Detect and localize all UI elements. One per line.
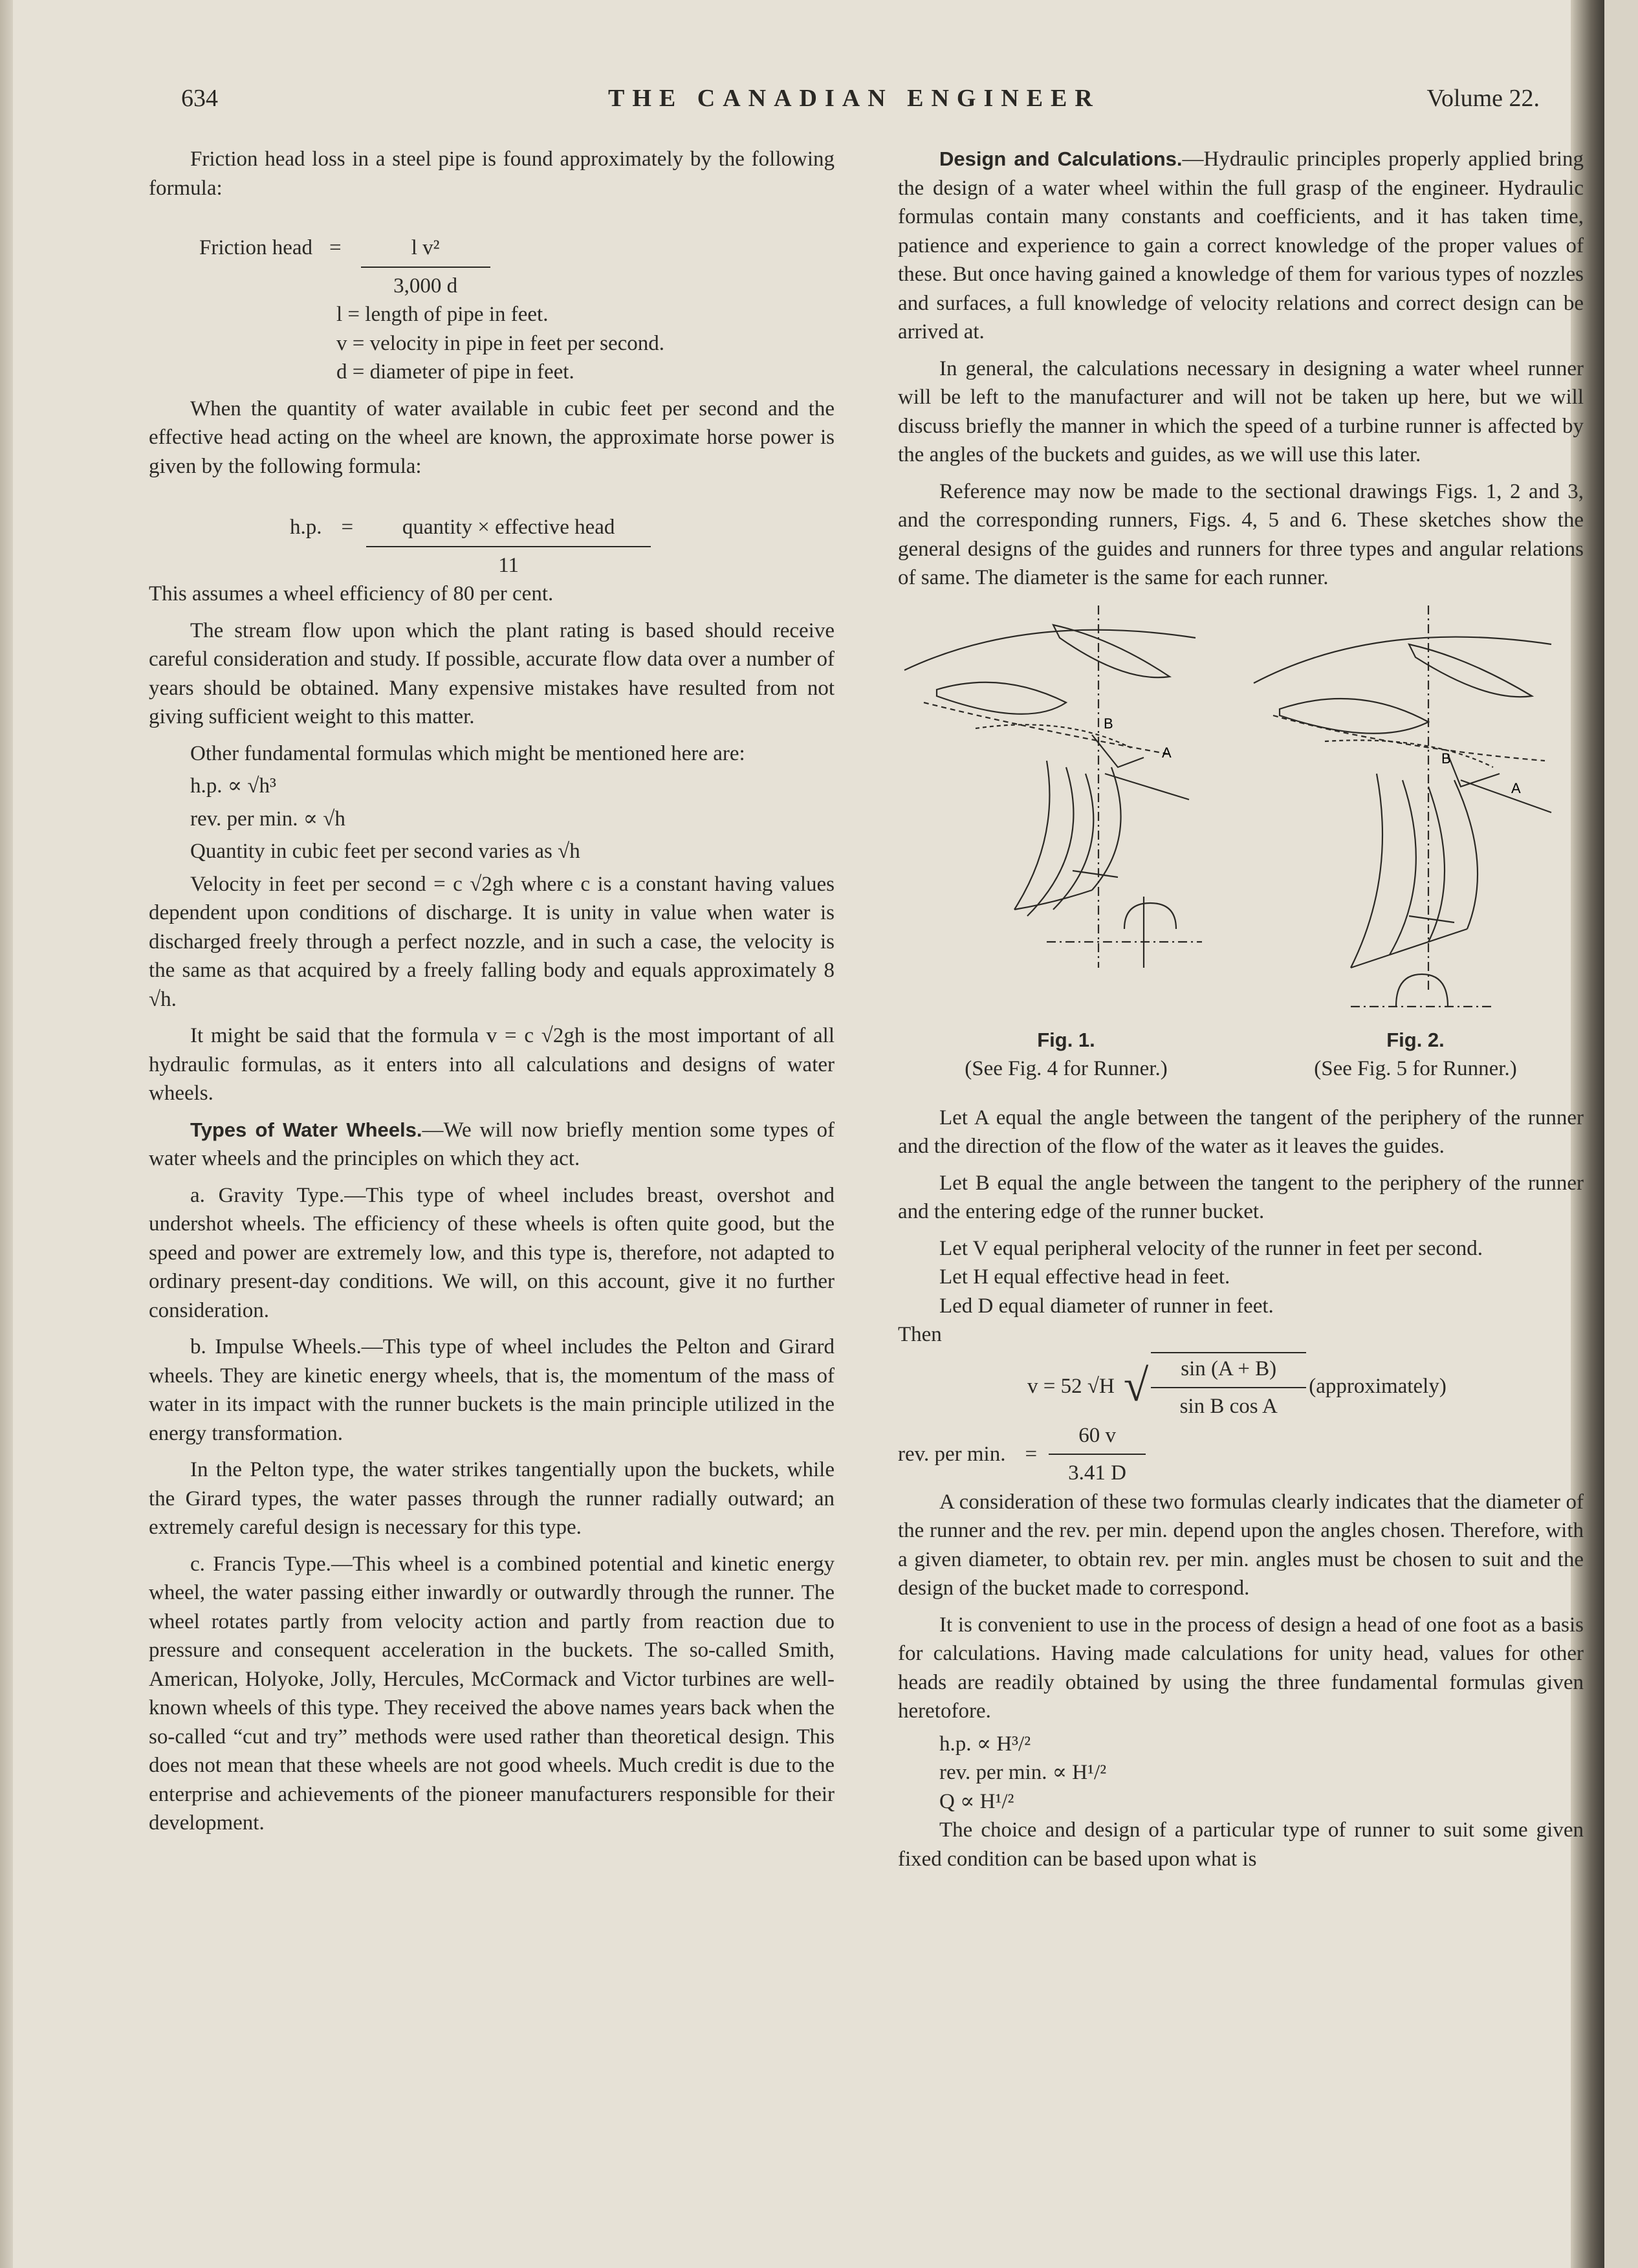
paragraph: c. Francis Type.—This wheel is a combined potential and kinetic energy wheel, the water passing either inwardly or outwardly through the runner. The wheel rotates partly from velocity action and partly from reaction due to pressure and consequent acceleration in the buckets. The so-called Smith, American, Holyoke, Jolly, Hercules, McCormack and Victor turbines are well-known wheels of this type. They received the above names years back when the so-called “cut and try” methods were used rather than theoretical design. This does not mean that these wheels are not good wheels. Much credit is due to the enterprise and achievements of the pioneer manufacturers responsible for their development. <box>149 1552 835 1835</box>
formula-equals: = <box>329 236 342 259</box>
paragraph: When the quantity of water available in cubic feet per second and the effective head acting on the wheel are known, the approximate horse power is given by the following formula: <box>149 397 835 478</box>
volume-label: Volume 22. <box>1426 85 1540 112</box>
formula-label: h.p. <box>290 516 322 539</box>
horse-power-formula <box>149 485 835 580</box>
formula-equals: = <box>1025 1442 1038 1466</box>
friction-head-formula <box>149 205 835 300</box>
running-header <box>168 84 1578 123</box>
figure-1-drawing <box>898 605 1234 1020</box>
paragraph: Let A equal the angle between the tangent of the periphery of the runner and the direction of the flow of the water as it leaves the guides. <box>898 1106 1584 1158</box>
formula-equals: = <box>341 516 354 539</box>
angle-label-a: A <box>1511 780 1521 796</box>
paragraph-text: —We will now briefly mention some types of water wheels and the principles on which they act. <box>149 1118 835 1170</box>
definition-item: d = diameter of pipe in feet. <box>336 360 574 384</box>
paragraph: Other fundamental formulas which might be mentioned here are: <box>190 741 745 765</box>
formula-item: h.p. ∝ H³/² <box>939 1732 1031 1756</box>
page-number: 634 <box>181 85 218 112</box>
formula-numerator: l v² <box>411 236 440 259</box>
paragraph: A consideration of these two formulas clearly indicates that the diameter of the runner and the rev. per min. depend upon the angles chosen. Therefore, with a given diameter, to obtain rev. per min. angles must be chosen to suit and the design of the bucket made to correspond. <box>898 1490 1584 1600</box>
angle-label-b: B <box>1441 750 1451 767</box>
figure-subtitle: (See Fig. 4 for Runner.) <box>965 1057 1168 1080</box>
definition-item: l = length of pipe in feet. <box>336 303 549 326</box>
formula-item: Q ∝ H¹/² <box>939 1789 1014 1813</box>
figure-title: Fig. 1. <box>1037 1028 1095 1051</box>
paragraph: In the Pelton type, the water strikes tangentially upon the buckets, while the Girard types, the water passes through the runner radially outward; an extremely careful design is necessary for this type. <box>149 1458 835 1539</box>
formula-note: (approximately) <box>1309 1374 1447 1398</box>
formula-numerator: quantity × effective head <box>402 516 615 539</box>
formula-list <box>190 772 835 866</box>
figure-subtitle: (See Fig. 5 for Runner.) <box>1314 1057 1517 1080</box>
figure-1 <box>898 605 1234 1080</box>
paragraph: It is convenient to use in the process of design a head of one foot as a basis for calculations. Having made calculations for unity head, values for other heads are readily obtained by using the three fundamental formulas given heretofore. <box>898 1613 1584 1723</box>
paragraph <box>898 145 1584 347</box>
formula-denominator: 11 <box>498 553 519 577</box>
paragraph: The choice and design of a particular type of runner to suit some given fixed condition can be based upon what is <box>898 1818 1584 1871</box>
paragraph: Let H equal effective head in feet. <box>939 1265 1230 1289</box>
figure-2-drawing <box>1247 605 1584 1020</box>
fraction-bar <box>1151 1387 1306 1388</box>
page-binding <box>0 0 13 2268</box>
figure-title: Fig. 2. <box>1386 1028 1445 1051</box>
formula-fraction <box>1049 1421 1146 1488</box>
angle-label-a: A <box>1162 744 1172 761</box>
section-heading: Design and Calculations. <box>939 147 1183 170</box>
fraction-bar <box>366 546 651 547</box>
formula-fraction <box>366 513 651 580</box>
paragraph: Led D equal diameter of runner in feet. <box>939 1294 1274 1318</box>
paragraph: Friction head loss in a steel pipe is found approximately by the following formula: <box>149 147 835 200</box>
formula-item: h.p. ∝ √h³ <box>190 774 276 798</box>
definition-item: v = velocity in pipe in feet per second. <box>336 331 665 355</box>
paragraph: Let V equal peripheral velocity of the runner in feet per second. <box>939 1236 1483 1260</box>
fraction-bar <box>1049 1454 1146 1455</box>
paragraph: Velocity in feet per second = c √2gh where c is a constant having values dependent upon conditions of discharge. It is unity in value when water is discharged freely through a perfect nozzle, and in such a case, the velocity is the same as that acquired by a freely falling body and equals approximately 8 √h. <box>149 872 835 1011</box>
formula-numerator: 60 v <box>1078 1423 1116 1447</box>
paragraph: Let B equal the angle between the tangent to the periphery of the runner and the entering edge of the runner bucket. <box>898 1171 1584 1223</box>
paragraph: Reference may now be made to the sectional drawings Figs. 1, 2 and 3, and the corresponding runners, Figs. 4, 5 and 6. These sketches show the general designs of the guides and runners for three types and angular relations of same. The diameter is the same for each runner. <box>898 479 1584 589</box>
paragraph: In general, the calculations necessary in designing a water wheel runner will be left to the manufacturer and will not be taken up here, but we will discuss briefly the manner in which the speed of a turbine runner is affected by the angles of the buckets and guides, as we will use this later. <box>898 356 1584 466</box>
formula-denominator: 3,000 d <box>393 274 458 298</box>
paragraph: Then <box>898 1323 942 1346</box>
variable-definitions <box>336 300 835 387</box>
formula-denominator: sin B cos A <box>1179 1395 1278 1418</box>
formula-fraction <box>1151 1352 1306 1421</box>
paragraph: b. Impulse Wheels.—This type of wheel includes the Pelton and Girard wheels. They are kinetic energy wheels, that is, the momentum of the mass of water in its impact with the runner buckets is the main principle utilized in the energy transformation. <box>149 1335 835 1445</box>
paragraph <box>149 1116 835 1173</box>
figure-1-caption <box>898 1026 1234 1084</box>
left-column <box>149 145 835 1838</box>
formula-item: rev. per min. ∝ √h <box>190 807 345 831</box>
journal-title: THE CANADIAN ENGINEER <box>608 85 1100 112</box>
formula-left: v = 52 √H <box>1027 1374 1115 1398</box>
figure-2 <box>1247 605 1584 1080</box>
section-heading: Types of Water Wheels. <box>190 1118 422 1141</box>
formula-label: rev. per min. <box>898 1442 1006 1466</box>
formula-label: Friction head <box>199 236 313 259</box>
formula-fraction <box>361 234 490 300</box>
rpm-formula <box>898 1421 1584 1488</box>
fraction-bar <box>361 267 490 268</box>
formula-list <box>939 1730 1584 1816</box>
paragraph: a. Gravity Type.—This type of wheel includes breast, overshot and undershot wheels. The efficiency of these wheels is often quite good, but the speed and power are extremely low, and this type is, therefore, not adapted to ordinary present-day conditions. We will, on this account, give it no further consideration. <box>149 1183 835 1322</box>
formula-denominator: 3.41 D <box>1068 1461 1127 1485</box>
angle-label-b: B <box>1104 715 1113 732</box>
paragraph: The stream flow upon which the plant rating is based should receive careful consideration and study. If possible, accurate flow data over a number of years should be obtained. Many expensive mistakes have resulted from not giving sufficient weight to this matter. <box>149 618 835 728</box>
paragraph-text: —Hydraulic principles properly applied bring the design of a water wheel within the full grasp of the engineer. Hydraulic formulas contain many constants and coefficients, and it has taken time, patience and experience to gain a correct knowledge of the proper values of these. But once having gained a knowledge of them for various types of nozzles and surfaces, a full knowledge of velocity relations and correct design can be arrived at. <box>898 147 1584 343</box>
paragraph: It might be said that the formula v = c √2gh is the most important of all hydraulic formulas, as it enters into all calculations and designs of water wheels. <box>149 1024 835 1105</box>
formula-item: Quantity in cubic feet per second varies as √h <box>190 840 580 863</box>
figure-2-caption <box>1247 1026 1584 1084</box>
paragraph: This assumes a wheel efficiency of 80 per cent. <box>149 582 554 605</box>
right-column <box>898 145 1584 1873</box>
formula-numerator: sin (A + B) <box>1181 1357 1277 1380</box>
formula-item: rev. per min. ∝ H¹/² <box>939 1761 1107 1784</box>
figures-row <box>898 605 1584 1097</box>
velocity-formula <box>898 1352 1584 1421</box>
radical-sign: √ <box>1123 1361 1149 1411</box>
